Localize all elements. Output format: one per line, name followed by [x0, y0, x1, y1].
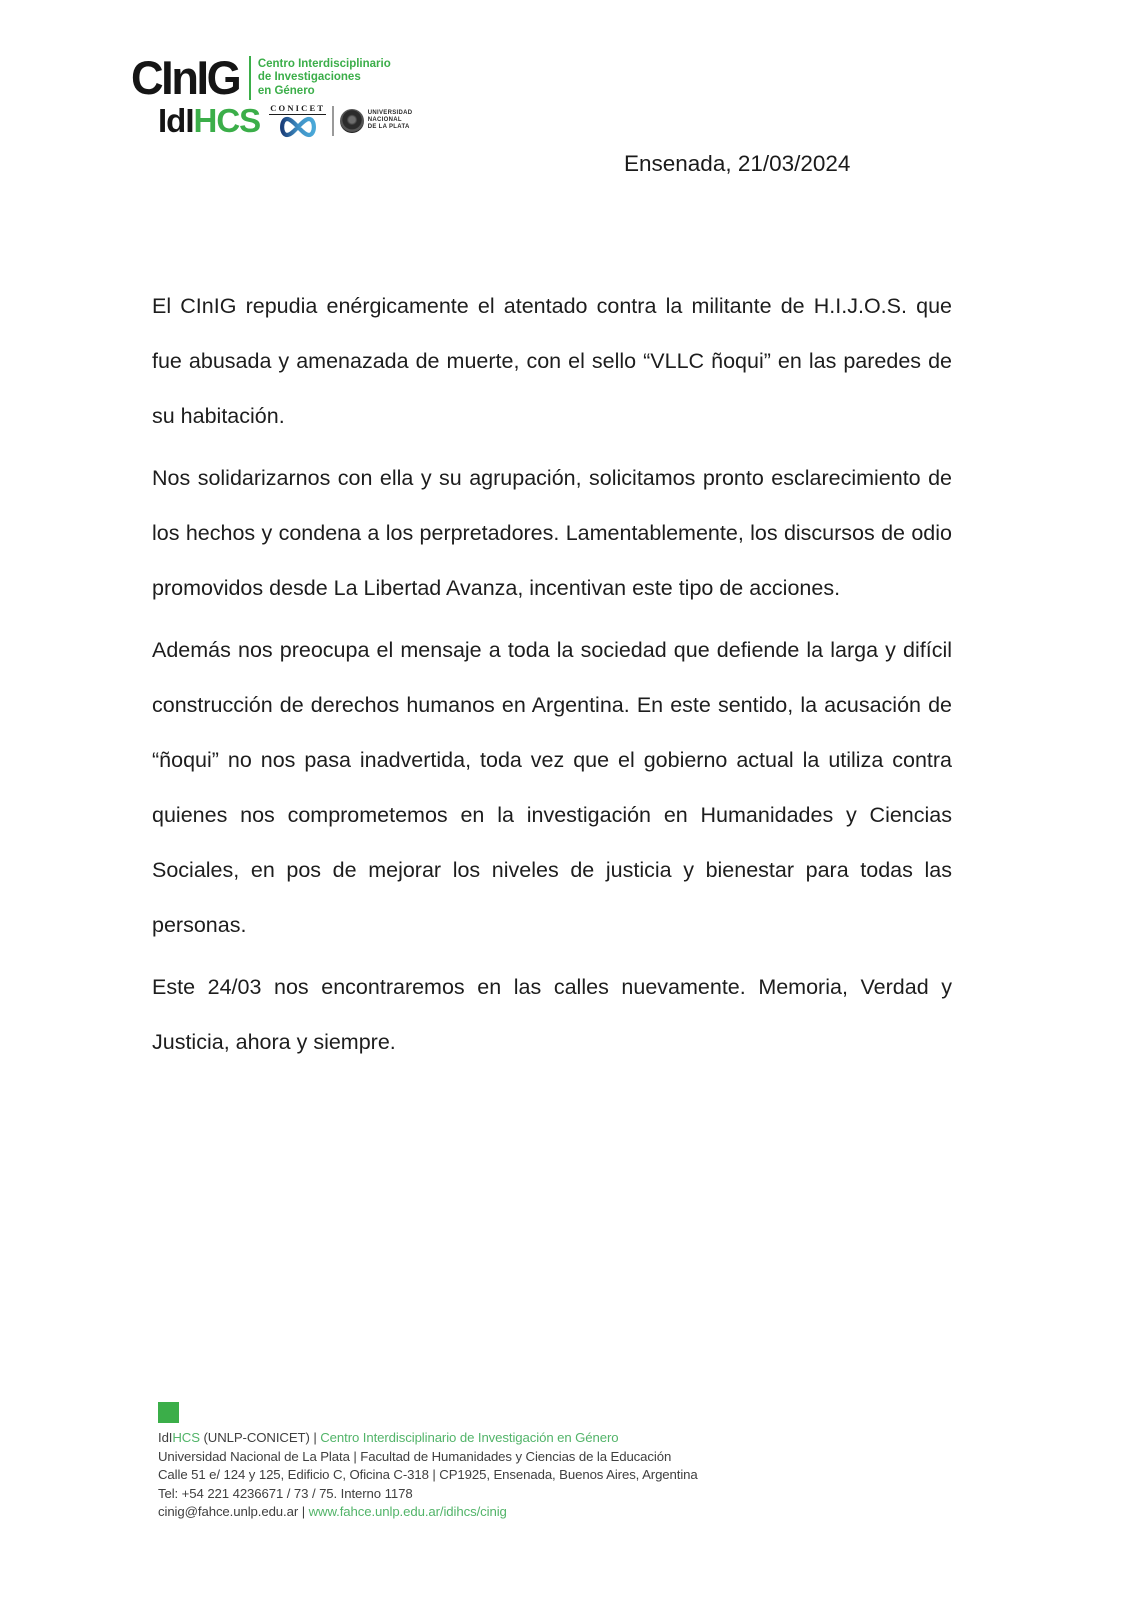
logo-gray-divider — [332, 106, 334, 136]
footer-email: cinig@fahce.unlp.edu.ar — [158, 1504, 299, 1519]
logo-top-row — [131, 51, 412, 104]
conicet-logo — [269, 103, 326, 138]
idihcs-wordmark-dark: IdI — [158, 101, 194, 139]
idihcs-wordmark-green: HCS — [193, 101, 261, 139]
logo-green-divider — [249, 56, 251, 100]
dateline: Ensenada, 21/03/2024 — [624, 151, 851, 176]
logo-tagline-line-2: de Investigaciones — [257, 71, 361, 84]
unlp-name-line-2: NACIONAL — [367, 117, 402, 123]
footer-phone-line: Tel: +54 221 4236671 / 73 / 75. Interno 1178 — [158, 1485, 413, 1501]
footer-contact-line — [158, 1503, 698, 1522]
conicet-wordmark: CONICET — [270, 103, 326, 113]
idihcs-wordmark — [158, 101, 261, 139]
letter-paragraph-1: El CInIG repudia enérgicamente el atentado contra la militante de H.I.J.O.S. que fue abusada y amenazada de muerte, con el sello “VLLC ñoqui” en las paredes de su habitación. — [152, 294, 952, 428]
unlp-seal-icon — [340, 109, 364, 133]
footer-university-line: Universidad Nacional de La Plata | Facultad de Humanidades y Ciencias de la Educación — [158, 1448, 672, 1464]
footer-signature — [158, 1429, 698, 1522]
footer-website: www.fahce.unlp.edu.ar/idihcs/cinig — [308, 1504, 507, 1519]
logo-tagline-line-1: Centro Interdisciplinario — [257, 57, 391, 70]
unlp-logo — [340, 109, 413, 133]
footer-contact-separator: | — [298, 1504, 309, 1519]
unlp-name — [368, 110, 413, 131]
conicet-infinity-icon — [276, 116, 320, 138]
letter-body — [152, 279, 952, 1077]
footer-org-mid: (UNLP-CONICET) | — [199, 1430, 321, 1445]
footer-org-green: HCS — [172, 1430, 200, 1445]
footer-org-line — [158, 1429, 698, 1448]
logo-tagline-line-3: en Género — [257, 84, 315, 97]
footer-org-dark: IdI — [158, 1430, 173, 1445]
footer-address-line: Calle 51 e/ 124 y 125, Edificio C, Oficina C-318 | CP1925, Ensenada, Buenos Aires, Argentina — [158, 1467, 698, 1482]
green-square-icon — [158, 1402, 179, 1423]
logo-bottom-row — [158, 103, 412, 138]
unlp-name-line-1: UNIVERSIDAD — [367, 110, 413, 116]
letter-paragraph-2: Nos solidarizarnos con ella y su agrupación, solicitamos pronto esclarecimiento de los hechos y condena a los perpretadores. Lamentablemente, los discursos de odio promovidos desde La Libertad Avanza, incentivan este tipo de acciones. — [152, 466, 952, 600]
cinig-wordmark: CInIG — [131, 51, 240, 104]
unlp-name-line-3: DE LA PLATA — [367, 124, 410, 130]
letter-paragraph-3: Además nos preocupa el mensaje a toda la sociedad que defiende la larga y difícil construcción de derechos humanos en Argentina. En este sentido, la acusación de “ñoqui” no nos pasa inadvertida, toda vez que el gobierno actual la utiliza contra quienes nos comprometemos en la investigación en Humanidades y Ciencias Sociales, en pos de mejorar los niveles de justicia y bienestar para todas las personas. — [152, 638, 952, 937]
cinig-idihcs-logo — [131, 51, 413, 139]
letter-paragraph-4: Este 24/03 nos encontraremos en las calles nuevamente. Memoria, Verdad y Justicia, ahora y siempre. — [152, 975, 952, 1054]
footer-org-center-name: Centro Interdisciplinario de Investigación en Género — [320, 1430, 619, 1445]
logo-tagline — [258, 58, 391, 99]
